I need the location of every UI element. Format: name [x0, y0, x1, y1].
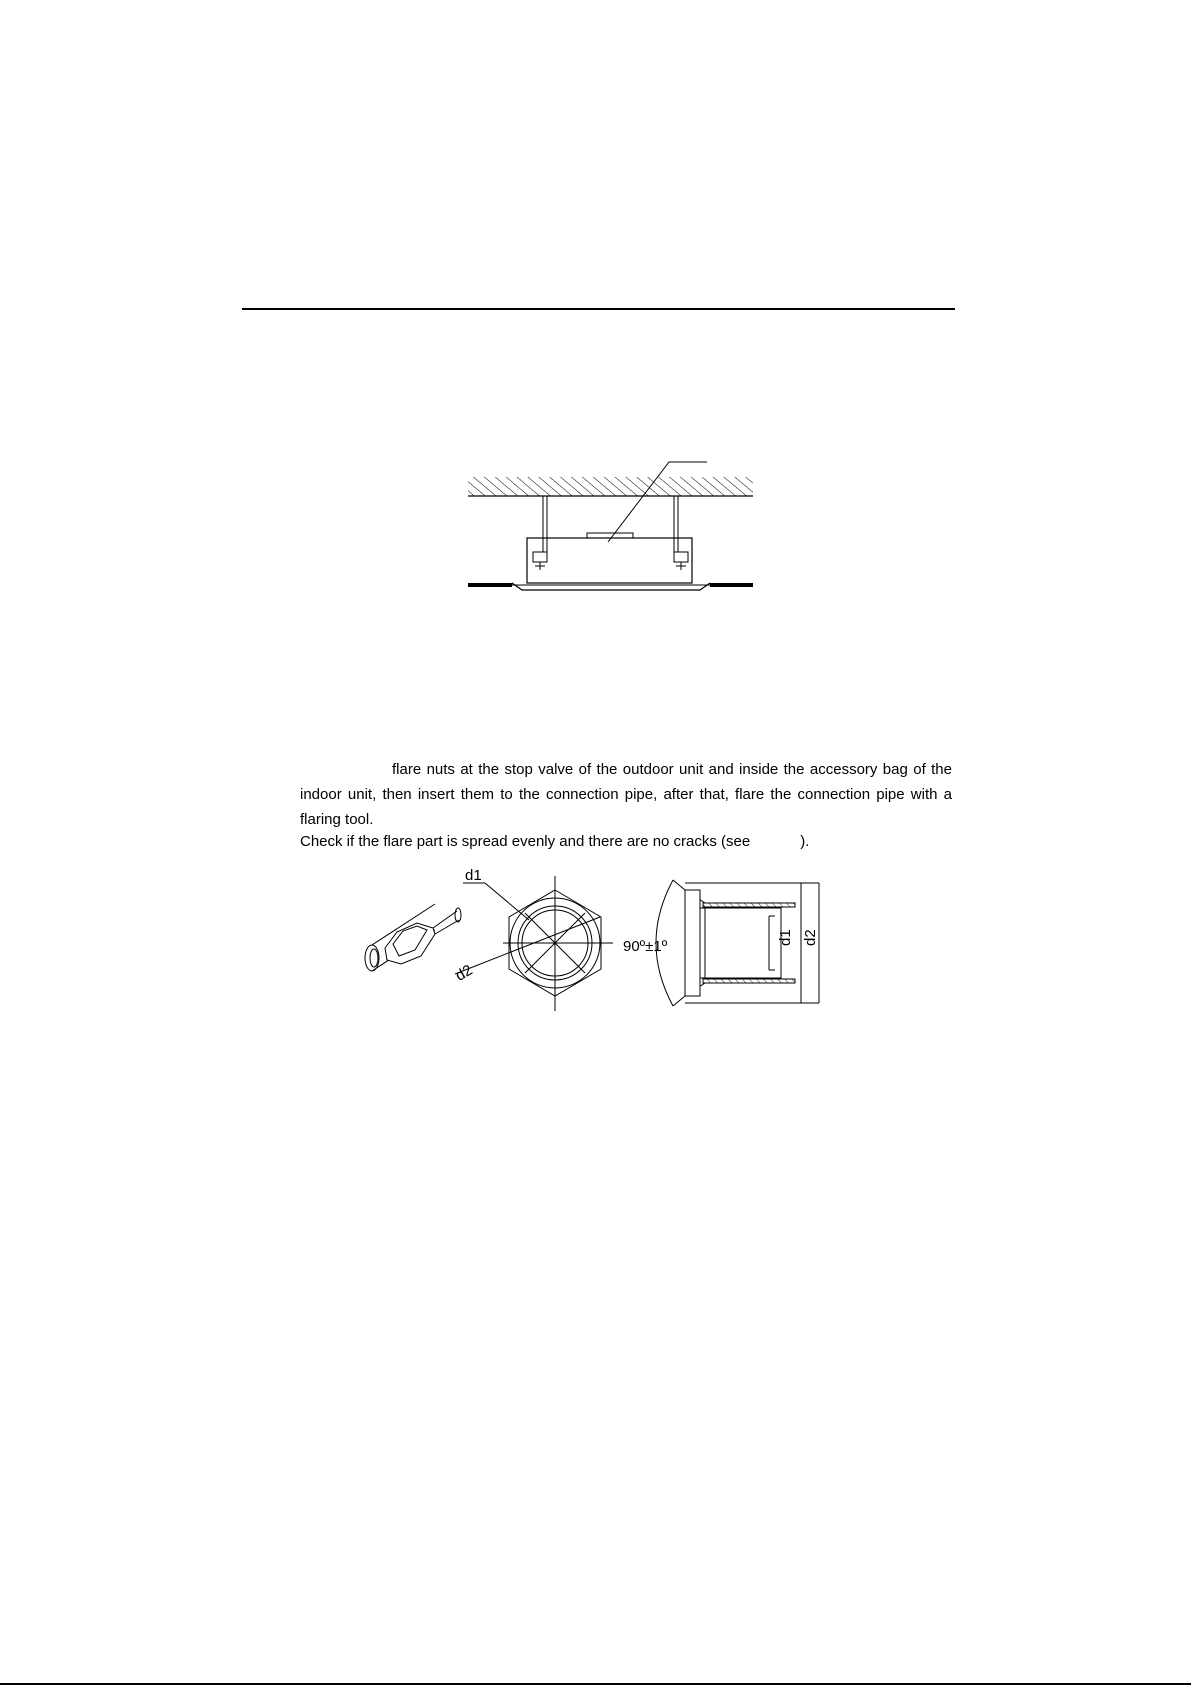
decoration-panel: [512, 583, 710, 590]
indoor-unit-body: [527, 538, 692, 583]
flare-diagram: [355, 868, 835, 1018]
flare-section-view: [656, 880, 819, 1006]
flare-check-text: Check if the flare part is spread evenly and there are no cracks (see: [300, 833, 751, 850]
leader-line: [608, 462, 707, 542]
nut-d1-label: d1: [465, 868, 482, 884]
ceiling-unit-diagram: [465, 452, 755, 597]
header-rule: [242, 308, 955, 310]
flare-d2-label: d2: [802, 929, 819, 946]
flare-check-paragraph: [300, 829, 952, 854]
flare-d1-label: d1: [777, 929, 794, 946]
flare-angle-label: 90º±1º: [623, 938, 668, 955]
pipe-with-nut-drawing: [365, 904, 461, 971]
nut-d2-label: d2: [452, 961, 476, 985]
ceiling-slab: [468, 477, 753, 496]
nut-front-view: [452, 876, 613, 1011]
flare-instruction-paragraph: flare nuts at the stop valve of the outdoor unit and inside the accessory bag of the indoor unit, then insert them to the connection pipe, after that, flare the connection pipe with a flaring tool.: [300, 761, 952, 828]
flare-check-end: ).: [800, 833, 810, 850]
